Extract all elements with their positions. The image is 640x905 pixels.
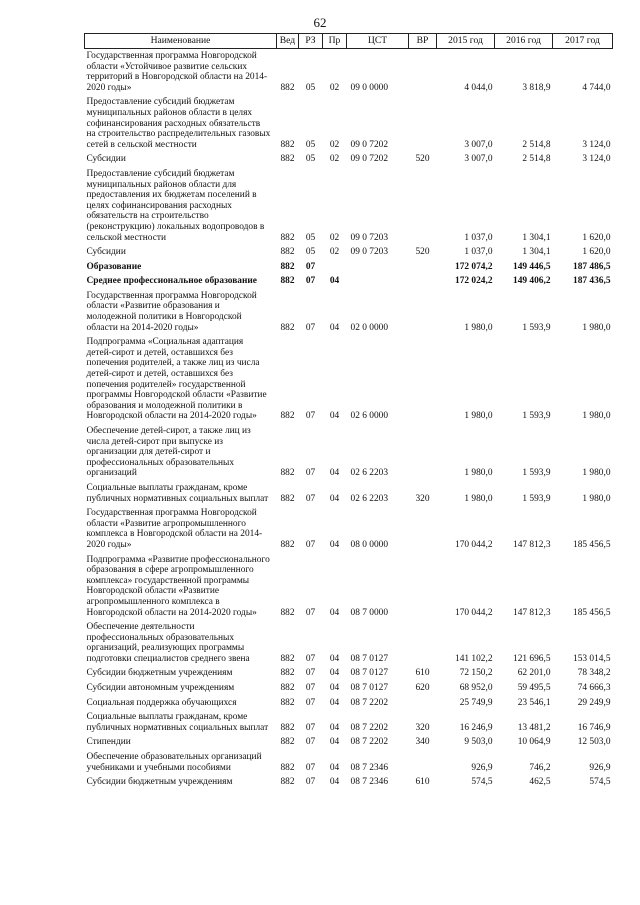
row-ved: 882 bbox=[280, 468, 295, 479]
row-ved: 882 bbox=[280, 697, 295, 708]
row-name: Социальные выплаты гражданам, кроме публичных нормативных социальных выплат bbox=[86, 482, 269, 504]
row-pr: 04 bbox=[329, 493, 340, 504]
table-row bbox=[85, 735, 613, 750]
row-value-2016: 1 304,1 bbox=[522, 247, 551, 258]
row-value-2017: 3 124,0 bbox=[582, 154, 611, 165]
row-cst: 08 7 2346 bbox=[350, 777, 388, 788]
row-value-2015: 9 503,0 bbox=[464, 737, 493, 748]
row-vr bbox=[409, 95, 437, 152]
table-row bbox=[85, 506, 613, 552]
row-ved: 882 bbox=[280, 668, 295, 679]
table-row bbox=[85, 245, 613, 260]
column-header: Вед bbox=[277, 34, 299, 49]
row-rz: 07 bbox=[305, 683, 316, 694]
row-ved: 882 bbox=[280, 247, 295, 258]
row-ved: 882 bbox=[280, 777, 295, 788]
row-cst: 08 7 0127 bbox=[350, 653, 388, 664]
row-pr: 02 bbox=[329, 139, 340, 150]
row-value-2016: 3 818,9 bbox=[522, 82, 551, 93]
row-rz: 07 bbox=[305, 493, 316, 504]
row-pr: 04 bbox=[329, 722, 340, 733]
table-row bbox=[85, 260, 613, 275]
table-row bbox=[85, 553, 613, 621]
table-header-row bbox=[85, 34, 613, 49]
row-pr: 04 bbox=[329, 653, 340, 664]
table-row bbox=[85, 696, 613, 711]
row-value-2015: 170 044,2 bbox=[455, 539, 493, 550]
row-rz: 07 bbox=[305, 653, 316, 664]
row-value-2016: 10 064,9 bbox=[517, 737, 551, 748]
row-vr bbox=[409, 49, 437, 96]
row-vr bbox=[409, 274, 437, 289]
row-name: Обеспечение деятельности профессиональных образовательных организаций, реализующих программы подготовки специалистов среднего звена bbox=[86, 622, 250, 664]
row-ved: 882 bbox=[280, 607, 295, 618]
budget-table bbox=[84, 33, 613, 790]
row-cst bbox=[347, 274, 409, 289]
row-value-2015: 141 102,2 bbox=[455, 653, 493, 664]
row-value-2015: 3 007,0 bbox=[464, 139, 493, 150]
table-row bbox=[85, 167, 613, 245]
row-pr: 04 bbox=[329, 411, 340, 422]
row-value-2017: 74 666,3 bbox=[577, 683, 611, 694]
row-value-2016: 1 593,9 bbox=[522, 493, 551, 504]
table-row bbox=[85, 681, 613, 696]
row-value-2015: 926,9 bbox=[471, 762, 493, 773]
row-name: Обеспечение детей-сирот, а также лиц из числа детей-сирот при выпуске из организации для детей-сирот и профессиональных образовательных организаций bbox=[86, 426, 251, 479]
row-name: Предоставление субсидий бюджетам муниципальных районов области для предоставления их бюджетам поселений в целях софинансирования расходных обязательств на строительство (реконструкцию) локальных водопроводов в сельской местности bbox=[86, 168, 265, 243]
row-value-2016: 462,5 bbox=[529, 777, 551, 788]
row-vr bbox=[409, 260, 437, 275]
row-vr: 320 bbox=[415, 722, 430, 733]
row-cst: 09 0 7203 bbox=[350, 232, 388, 243]
row-ved: 882 bbox=[280, 762, 295, 773]
row-name: Субсидии бюджетным учреждениям bbox=[86, 777, 233, 788]
row-cst: 08 7 0127 bbox=[350, 668, 388, 679]
row-cst: 08 7 2202 bbox=[350, 737, 388, 748]
row-name: Субсидии bbox=[86, 154, 126, 165]
table-row bbox=[85, 289, 613, 335]
row-ved: 882 bbox=[280, 539, 295, 550]
column-header: ЦСТ bbox=[347, 34, 409, 49]
row-ved: 882 bbox=[280, 683, 295, 694]
row-cst: 02 6 2203 bbox=[350, 468, 388, 479]
row-rz: 07 bbox=[305, 322, 316, 333]
row-name: Субсидии автономным учреждениям bbox=[86, 683, 235, 694]
row-value-2016: 13 481,2 bbox=[517, 722, 551, 733]
row-value-2017: 1 980,0 bbox=[582, 411, 611, 422]
table-row bbox=[85, 620, 613, 666]
row-pr: 04 bbox=[329, 468, 340, 479]
row-value-2017: 12 503,0 bbox=[577, 737, 611, 748]
row-vr: 610 bbox=[415, 668, 430, 679]
column-header: 2016 год bbox=[495, 34, 553, 49]
table-row bbox=[85, 775, 613, 790]
table-row bbox=[85, 152, 613, 167]
row-cst bbox=[347, 260, 409, 275]
row-value-2016: 147 812,3 bbox=[513, 607, 551, 618]
row-name: Субсидии бюджетным учреждениям bbox=[86, 668, 233, 679]
column-header: 2015 год bbox=[437, 34, 495, 49]
row-cst: 08 7 2202 bbox=[350, 722, 388, 733]
row-name: Среднее профессиональное образование bbox=[86, 276, 257, 287]
row-name: Субсидии bbox=[86, 247, 126, 258]
row-value-2016: 149 446,5 bbox=[513, 261, 551, 272]
row-value-2017: 1 980,0 bbox=[582, 493, 611, 504]
row-pr: 02 bbox=[329, 82, 340, 93]
row-rz: 07 bbox=[305, 762, 316, 773]
row-rz: 05 bbox=[305, 232, 316, 243]
row-name: Государственная программа Новгородской области «Развитие агропромышленного комплекса в Новгородской области на 2014-2020 годы» bbox=[86, 508, 263, 550]
row-value-2016: 149 406,2 bbox=[513, 276, 551, 287]
row-value-2016: 2 514,8 bbox=[522, 154, 551, 165]
row-value-2017: 187 436,5 bbox=[573, 276, 611, 287]
row-ved: 882 bbox=[280, 261, 295, 272]
row-rz: 05 bbox=[305, 82, 316, 93]
row-vr: 340 bbox=[415, 737, 430, 748]
row-ved: 882 bbox=[280, 322, 295, 333]
row-value-2016: 1 593,9 bbox=[522, 322, 551, 333]
row-value-2017: 185 456,5 bbox=[573, 607, 611, 618]
row-pr: 04 bbox=[329, 322, 340, 333]
row-rz: 07 bbox=[305, 722, 316, 733]
row-value-2016: 1 304,1 bbox=[522, 232, 551, 243]
row-pr bbox=[323, 260, 347, 275]
row-pr: 04 bbox=[329, 762, 340, 773]
row-vr bbox=[409, 424, 437, 481]
row-pr: 04 bbox=[329, 607, 340, 618]
row-name: Государственная программа Новгородской области «Устойчивое развитие сельских территорий в Новгородской области на 2014-2020 годы» bbox=[86, 51, 268, 93]
row-value-2015: 1 037,0 bbox=[464, 247, 493, 258]
row-value-2017: 926,9 bbox=[589, 762, 611, 773]
row-cst: 08 0 0000 bbox=[350, 539, 388, 550]
row-name: Предоставление субсидий бюджетам муниципальных районов области в целях софинансирования расходных обязательств на строительство распределительных газовых сетей в сельской местности bbox=[86, 97, 271, 150]
row-vr bbox=[409, 553, 437, 621]
row-value-2017: 29 249,9 bbox=[577, 697, 611, 708]
row-rz: 05 bbox=[305, 247, 316, 258]
row-value-2016: 2 514,8 bbox=[522, 139, 551, 150]
row-name: Обеспечение образовательных организаций учебниками и учебными пособиями bbox=[86, 752, 262, 773]
row-vr: 520 bbox=[415, 247, 430, 258]
row-rz: 07 bbox=[305, 276, 316, 287]
row-ved: 882 bbox=[280, 154, 295, 165]
column-header: ВР bbox=[409, 34, 437, 49]
row-value-2016: 1 593,9 bbox=[522, 411, 551, 422]
row-cst: 08 7 0127 bbox=[350, 683, 388, 694]
row-rz: 07 bbox=[305, 668, 316, 679]
row-value-2016: 746,2 bbox=[529, 762, 551, 773]
row-pr: 04 bbox=[329, 683, 340, 694]
table-row bbox=[85, 481, 613, 506]
table-row bbox=[85, 335, 613, 424]
row-value-2017: 4 744,0 bbox=[582, 82, 611, 93]
row-rz: 05 bbox=[305, 139, 316, 150]
row-rz: 07 bbox=[305, 261, 316, 272]
table-row bbox=[85, 424, 613, 481]
row-value-2015: 16 246,9 bbox=[459, 722, 493, 733]
table-row bbox=[85, 666, 613, 681]
row-vr bbox=[409, 289, 437, 335]
row-vr bbox=[409, 750, 437, 775]
row-cst: 08 7 2346 bbox=[350, 762, 388, 773]
row-value-2015: 574,5 bbox=[471, 777, 493, 788]
row-ved: 882 bbox=[280, 722, 295, 733]
row-rz: 07 bbox=[305, 777, 316, 788]
row-value-2015: 25 749,9 bbox=[459, 697, 493, 708]
row-value-2016: 1 593,9 bbox=[522, 468, 551, 479]
row-ved: 882 bbox=[280, 653, 295, 664]
row-value-2015: 3 007,0 bbox=[464, 154, 493, 165]
row-ved: 882 bbox=[280, 139, 295, 150]
row-value-2015: 1 980,0 bbox=[464, 468, 493, 479]
row-value-2015: 72 150,2 bbox=[459, 668, 493, 679]
row-value-2017: 153 014,5 bbox=[573, 653, 611, 664]
row-vr bbox=[409, 506, 437, 552]
row-value-2015: 172 074,2 bbox=[455, 261, 493, 272]
row-ved: 882 bbox=[280, 82, 295, 93]
table-row bbox=[85, 710, 613, 735]
row-value-2017: 574,5 bbox=[589, 777, 611, 788]
row-ved: 882 bbox=[280, 411, 295, 422]
row-cst: 09 0 7202 bbox=[350, 139, 388, 150]
row-value-2015: 1 980,0 bbox=[464, 322, 493, 333]
row-rz: 07 bbox=[305, 697, 316, 708]
row-value-2015: 1 980,0 bbox=[464, 411, 493, 422]
row-pr: 04 bbox=[329, 777, 340, 788]
column-header: Пр bbox=[323, 34, 347, 49]
row-cst: 02 0 0000 bbox=[350, 322, 388, 333]
row-value-2016: 59 495,5 bbox=[517, 683, 551, 694]
row-pr: 04 bbox=[329, 668, 340, 679]
row-name: Социальные выплаты гражданам, кроме публичных нормативных социальных выплат bbox=[86, 712, 269, 733]
row-value-2017: 78 348,2 bbox=[577, 668, 611, 679]
row-cst: 09 0 7203 bbox=[350, 247, 388, 258]
row-name: Образование bbox=[86, 261, 142, 272]
row-value-2017: 3 124,0 bbox=[582, 139, 611, 150]
table-row bbox=[85, 49, 613, 96]
table-row bbox=[85, 750, 613, 775]
row-rz: 07 bbox=[305, 539, 316, 550]
row-vr: 620 bbox=[415, 683, 430, 694]
row-ved: 882 bbox=[280, 493, 295, 504]
row-vr: 320 bbox=[415, 493, 430, 504]
row-name: Стипендии bbox=[86, 737, 131, 748]
column-header: 2017 год bbox=[553, 34, 613, 49]
row-ved: 882 bbox=[280, 276, 295, 287]
column-header: РЗ bbox=[299, 34, 323, 49]
row-pr: 02 bbox=[329, 247, 340, 258]
row-cst: 08 7 2202 bbox=[350, 697, 388, 708]
row-pr: 04 bbox=[329, 539, 340, 550]
row-value-2015: 1 037,0 bbox=[464, 232, 493, 243]
row-ved: 882 bbox=[280, 232, 295, 243]
row-vr bbox=[409, 696, 437, 711]
row-value-2015: 68 952,0 bbox=[459, 683, 493, 694]
row-rz: 07 bbox=[305, 468, 316, 479]
page-number: 62 bbox=[313, 15, 327, 30]
row-pr: 04 bbox=[329, 737, 340, 748]
row-cst: 09 0 7202 bbox=[350, 154, 388, 165]
row-value-2015: 1 980,0 bbox=[464, 493, 493, 504]
table-row bbox=[85, 274, 613, 289]
row-cst: 02 6 2203 bbox=[350, 493, 388, 504]
row-pr: 02 bbox=[329, 232, 340, 243]
column-header: Наименование bbox=[85, 34, 277, 49]
row-cst: 08 7 0000 bbox=[350, 607, 388, 618]
row-value-2015: 170 044,2 bbox=[455, 607, 493, 618]
row-value-2016: 147 812,3 bbox=[513, 539, 551, 550]
row-name: Государственная программа Новгородской области «Развитие образования и молодежной политики в Новгородской области на 2014-2020 годы» bbox=[86, 290, 257, 333]
row-value-2017: 185 456,5 bbox=[573, 539, 611, 550]
row-vr bbox=[409, 335, 437, 424]
table-row bbox=[85, 95, 613, 152]
row-rz: 05 bbox=[305, 154, 316, 165]
table-body bbox=[85, 49, 613, 790]
row-value-2017: 187 486,5 bbox=[573, 261, 611, 272]
row-cst: 02 6 0000 bbox=[350, 411, 388, 422]
row-name: Подпрограмма «Социальная адаптация детей-сирот и детей, оставшихся без попечения родителей, а также лиц из числа детей-сирот и детей, оставшихся без попечения родителей» государственной программы Новгородской области «Развитие образования и молодежной политики в Новгородской области на 2014-2020 годы» bbox=[86, 337, 267, 422]
row-vr bbox=[409, 167, 437, 245]
row-value-2017: 1 980,0 bbox=[582, 322, 611, 333]
row-ved: 882 bbox=[280, 737, 295, 748]
row-value-2016: 62 201,0 bbox=[517, 668, 551, 679]
row-value-2017: 16 746,9 bbox=[577, 722, 611, 733]
row-value-2017: 1 980,0 bbox=[582, 468, 611, 479]
row-name: Подпрограмма «Развитие профессионального образования в сфере агропромышленного комплекса» государственной программы Новгородской области «Развитие агропромышленного комплекса в Новгородской области на 2014-2020 годы» bbox=[86, 554, 270, 618]
row-pr: 02 bbox=[329, 154, 340, 165]
row-value-2015: 4 044,0 bbox=[464, 82, 493, 93]
row-vr bbox=[409, 620, 437, 666]
row-cst: 09 0 0000 bbox=[350, 82, 388, 93]
row-value-2017: 1 620,0 bbox=[582, 247, 611, 258]
row-name: Социальная поддержка обучающихся bbox=[86, 697, 237, 708]
row-vr: 520 bbox=[415, 154, 430, 165]
row-pr: 04 bbox=[329, 276, 340, 287]
row-value-2017: 1 620,0 bbox=[582, 232, 611, 243]
row-vr: 610 bbox=[415, 777, 430, 788]
row-rz: 07 bbox=[305, 607, 316, 618]
row-value-2016: 121 696,5 bbox=[513, 653, 551, 664]
row-pr: 04 bbox=[329, 697, 340, 708]
row-rz: 07 bbox=[305, 737, 316, 748]
row-value-2016: 23 546,1 bbox=[517, 697, 551, 708]
row-rz: 07 bbox=[305, 411, 316, 422]
row-value-2015: 172 024,2 bbox=[455, 276, 493, 287]
